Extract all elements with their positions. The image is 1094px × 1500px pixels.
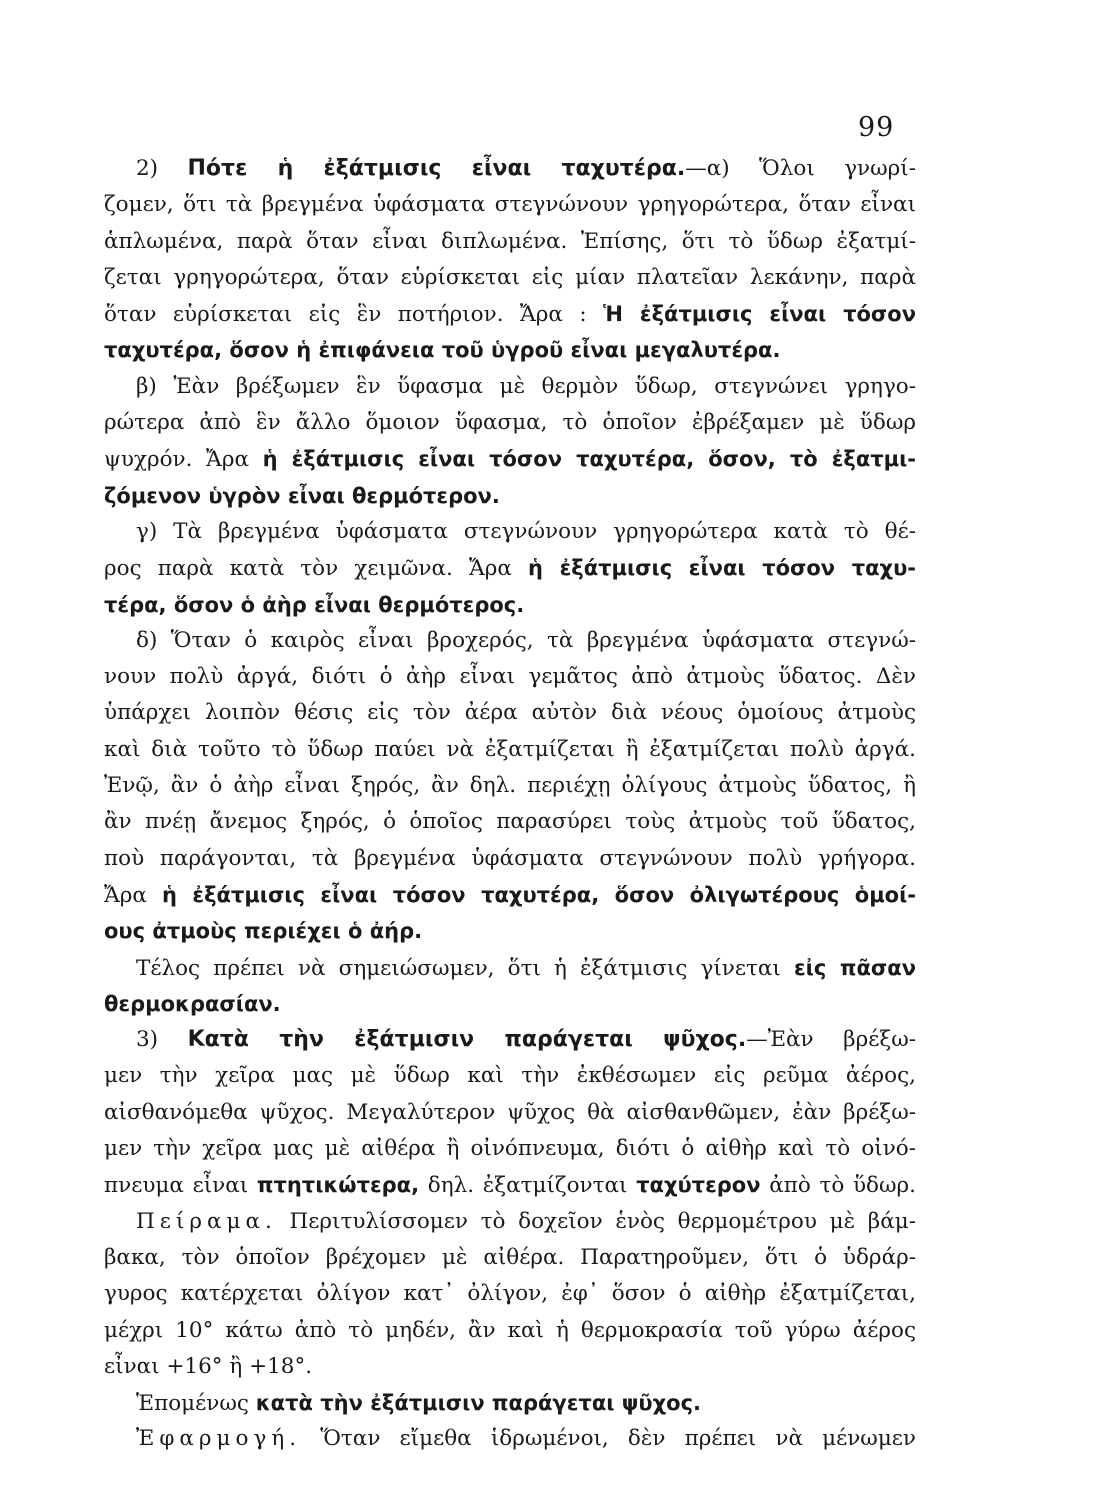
bold-conclusion: ους ἀτμοὺς περιέχει ὁ ἀήρ. bbox=[104, 919, 423, 944]
text-line: γ) Τὰ βρεγμένα ὑφάσματα στεγνώνουν γρηγορώτερα κατὰ τὸ θέ- bbox=[136, 518, 916, 544]
text-line: Ἄρα ἡ ἐξάτμισις εἶναι τόσον ταχυτέρα, ὅσον ὀλιγωτέρους ὁμοί- bbox=[104, 882, 916, 908]
text-line: μέχρι 10° κάτω ἀπὸ τὸ μηδέν, ἂν καὶ ἡ θερμοκρασία τοῦ γύρω ἀέρος bbox=[104, 1317, 916, 1343]
bold-conclusion: κατὰ τὴν ἐξάτμισιν παράγεται ψῦχος. bbox=[255, 1391, 702, 1416]
section-heading: Πότε ἡ ἐξάτμισις εἶναι ταχυτέρα. bbox=[187, 156, 686, 181]
text-line: ποὺ παράγονται, τὰ βρεγμένα ὑφάσματα στεγνώνουν πολὺ γρήγορα. bbox=[104, 845, 916, 871]
text-line: β) Ἐὰν βρέξωμεν ἓν ὕφασμα μὲ θερμὸν ὕδωρ, στεγνώνει γρηγο- bbox=[136, 373, 916, 399]
text-line: βακα, τὸν ὁποῖον βρέχομεν μὲ αἰθέρα. Παρατηροῦμεν, ὅτι ὁ ὑδράρ- bbox=[104, 1244, 916, 1270]
application-label: Ἐφαρμογή. bbox=[136, 1426, 302, 1452]
bold-conclusion: τέρα, ὅσον ὁ ἀὴρ εἶναι θερμότερος. bbox=[104, 592, 525, 617]
text-line: ρώτερα ἀπὸ ἓν ἄλλο ὅμοιον ὕφασμα, τὸ ὁποῖον ἐβρέξαμεν μὲ ὕδωρ bbox=[104, 410, 916, 436]
bold-conclusion: εἰς πᾶσαν bbox=[793, 955, 916, 980]
text-line bbox=[104, 478, 916, 514]
text-line: Ἐνῷ, ἂν ὁ ἀὴρ εἶναι ξηρός, ἂν δηλ. περιέχῃ ὀλίγους ἀτμοὺς ὕδατος, ἢ bbox=[104, 773, 916, 799]
page-body bbox=[104, 151, 916, 1458]
text-line: Ἐφαρμογή. Ὅταν εἴμεθα ἱδρωμένοι, δὲν πρέπει νὰ μένωμεν bbox=[136, 1426, 916, 1452]
text-line: Τέλος πρέπει νὰ σημειώσωμεν, ὅτι ἡ ἐξάτμισις γίνεται εἰς πᾶσαν bbox=[136, 955, 916, 981]
bold-conclusion: ταχυτέρα, ὅσον ἡ ἐπιφάνεια τοῦ ὑγροῦ εἶναι μεγαλυτέρα. bbox=[104, 338, 781, 363]
bold-conclusion: ἡ ἐξάτμισις εἶναι τόσον ταχυ- bbox=[528, 556, 916, 581]
bold-conclusion: ἡ ἐξάτμισις εἶναι τόσον ταχυτέρα, ὅσον, τὸ ἐξατμι- bbox=[262, 447, 916, 472]
bold-conclusion: ζόμενον ὑγρὸν εἶναι θερμότερον. bbox=[104, 483, 500, 508]
text-line bbox=[104, 986, 916, 1022]
page-number: 99 bbox=[858, 112, 895, 143]
text-line: καὶ διὰ τοῦτο τὸ ὕδωρ παύει νὰ ἐξατμίζεται ἢ ἐξατμίζεται πολὺ ἀργά. bbox=[104, 736, 916, 762]
text-line bbox=[104, 587, 916, 623]
bold-term: ταχύτερον bbox=[636, 1173, 761, 1198]
text-line: Πείραμα. Περιτυλίσσομεν τὸ δοχεῖον ἑνὸς θερμομέτρου μὲ βάμ- bbox=[136, 1208, 916, 1234]
text-line: Ἑπομένως κατὰ τὴν ἐξάτμισιν παράγεται ψῦχος. bbox=[136, 1391, 702, 1417]
text-line: ἁπλωμένα, παρὰ ὅταν εἶναι διπλωμένα. Ἐπίσης, ὅτι τὸ ὕδωρ ἐξατμί- bbox=[104, 228, 916, 254]
experiment-label: Πείραμα. bbox=[136, 1208, 277, 1234]
bold-conclusion: θερμοκρασίαν. bbox=[104, 991, 281, 1016]
text-line: αἰσθανόμεθα ψῦχος. Μεγαλύτερον ψῦχος θὰ αἰσθανθῶμεν, ἐὰν βρέξω- bbox=[104, 1099, 916, 1125]
text-line: ὅταν εὑρίσκεται εἰς ἓν ποτήριον. Ἄρα : Ἡ ἐξάτμισις εἶναι τόσον bbox=[104, 302, 916, 328]
section-heading: Κατὰ τὴν ἐξάτμισιν παράγεται ψῦχος. bbox=[187, 1027, 747, 1053]
text-line: δ) Ὅταν ὁ καιρὸς εἶναι βροχερός, τὰ βρεγμένα ὑφάσματα στεγνώ- bbox=[136, 627, 916, 653]
text-line: εἶναι +16° ἢ +18°. bbox=[104, 1353, 313, 1379]
text-line: ρος παρὰ κατὰ τὸν χειμῶνα. Ἄρα ἡ ἐξάτμισις εἶναι τόσον ταχυ- bbox=[104, 556, 916, 582]
text-line: πνευμα εἶναι πτητικώτερα, δηλ. ἐξατμίζονται ταχύτερον ἀπὸ τὸ ὕδωρ. bbox=[104, 1173, 916, 1199]
text-line bbox=[104, 332, 916, 368]
bold-conclusion: Ἡ ἐξάτμισις εἶναι τόσον bbox=[603, 302, 916, 327]
text-line: 3) Κατὰ τὴν ἐξάτμισιν παράγεται ψῦχος.—Ἐὰν βρέξω- bbox=[136, 1027, 916, 1053]
text-line: ζεται γρηγορώτερα, ὅταν εὑρίσκεται εἰς μίαν πλατεῖαν λεκάνην, παρὰ bbox=[104, 264, 916, 290]
text-line: ζομεν, ὅτι τὰ βρεγμένα ὑφάσματα στεγνώνουν γρηγορώτερα, ὅταν εἶναι bbox=[104, 192, 916, 218]
text-line: ὑπάρχει λοιπὸν θέσις εἰς τὸν ἀέρα αὐτὸν διὰ νέους ὁμοίους ἀτμοὺς bbox=[104, 700, 916, 726]
text-line: ἂν πνέῃ ἄνεμος ξηρός, ὁ ὁποῖος παρασύρει τοὺς ἀτμοὺς τοῦ ὕδατος, bbox=[104, 809, 916, 835]
text-line bbox=[104, 913, 916, 949]
bold-term: πτητικώτερα, bbox=[256, 1173, 420, 1198]
bold-conclusion: ἡ ἐξάτμισις εἶναι τόσον ταχυτέρα, ὅσον ὀλιγωτέρους ὁμοί- bbox=[161, 882, 916, 907]
text-line: μεν τὴν χεῖρα μας μὲ αἰθέρα ἢ οἰνόπνευμα, διότι ὁ αἰθὴρ καὶ τὸ οἰνό- bbox=[104, 1136, 916, 1162]
text-line: γυρος κατέρχεται ὀλίγον κατ᾽ ὀλίγον, ἐφ᾽ ὅσον ὁ αἰθὴρ ἐξατμίζεται, bbox=[104, 1281, 916, 1307]
text-line: 2) Πότε ἡ ἐξάτμισις εἶναι ταχυτέρα.—α) Ὅλοι γνωρί- bbox=[136, 156, 916, 181]
text-line: ψυχρόν. Ἄρα ἡ ἐξάτμισις εἶναι τόσον ταχυτέρα, ὅσον, τὸ ἐξατμι- bbox=[104, 447, 916, 473]
text-line: μεν τὴν χεῖρα μας μὲ ὕδωρ καὶ τὴν ἐκθέσωμεν εἰς ρεῦμα ἀέρος, bbox=[104, 1063, 916, 1089]
text-line: νουν πολὺ ἀργά, διότι ὁ ἀὴρ εἶναι γεμᾶτος ἀπὸ ἀτμοὺς ὕδατος. Δὲν bbox=[104, 664, 916, 690]
